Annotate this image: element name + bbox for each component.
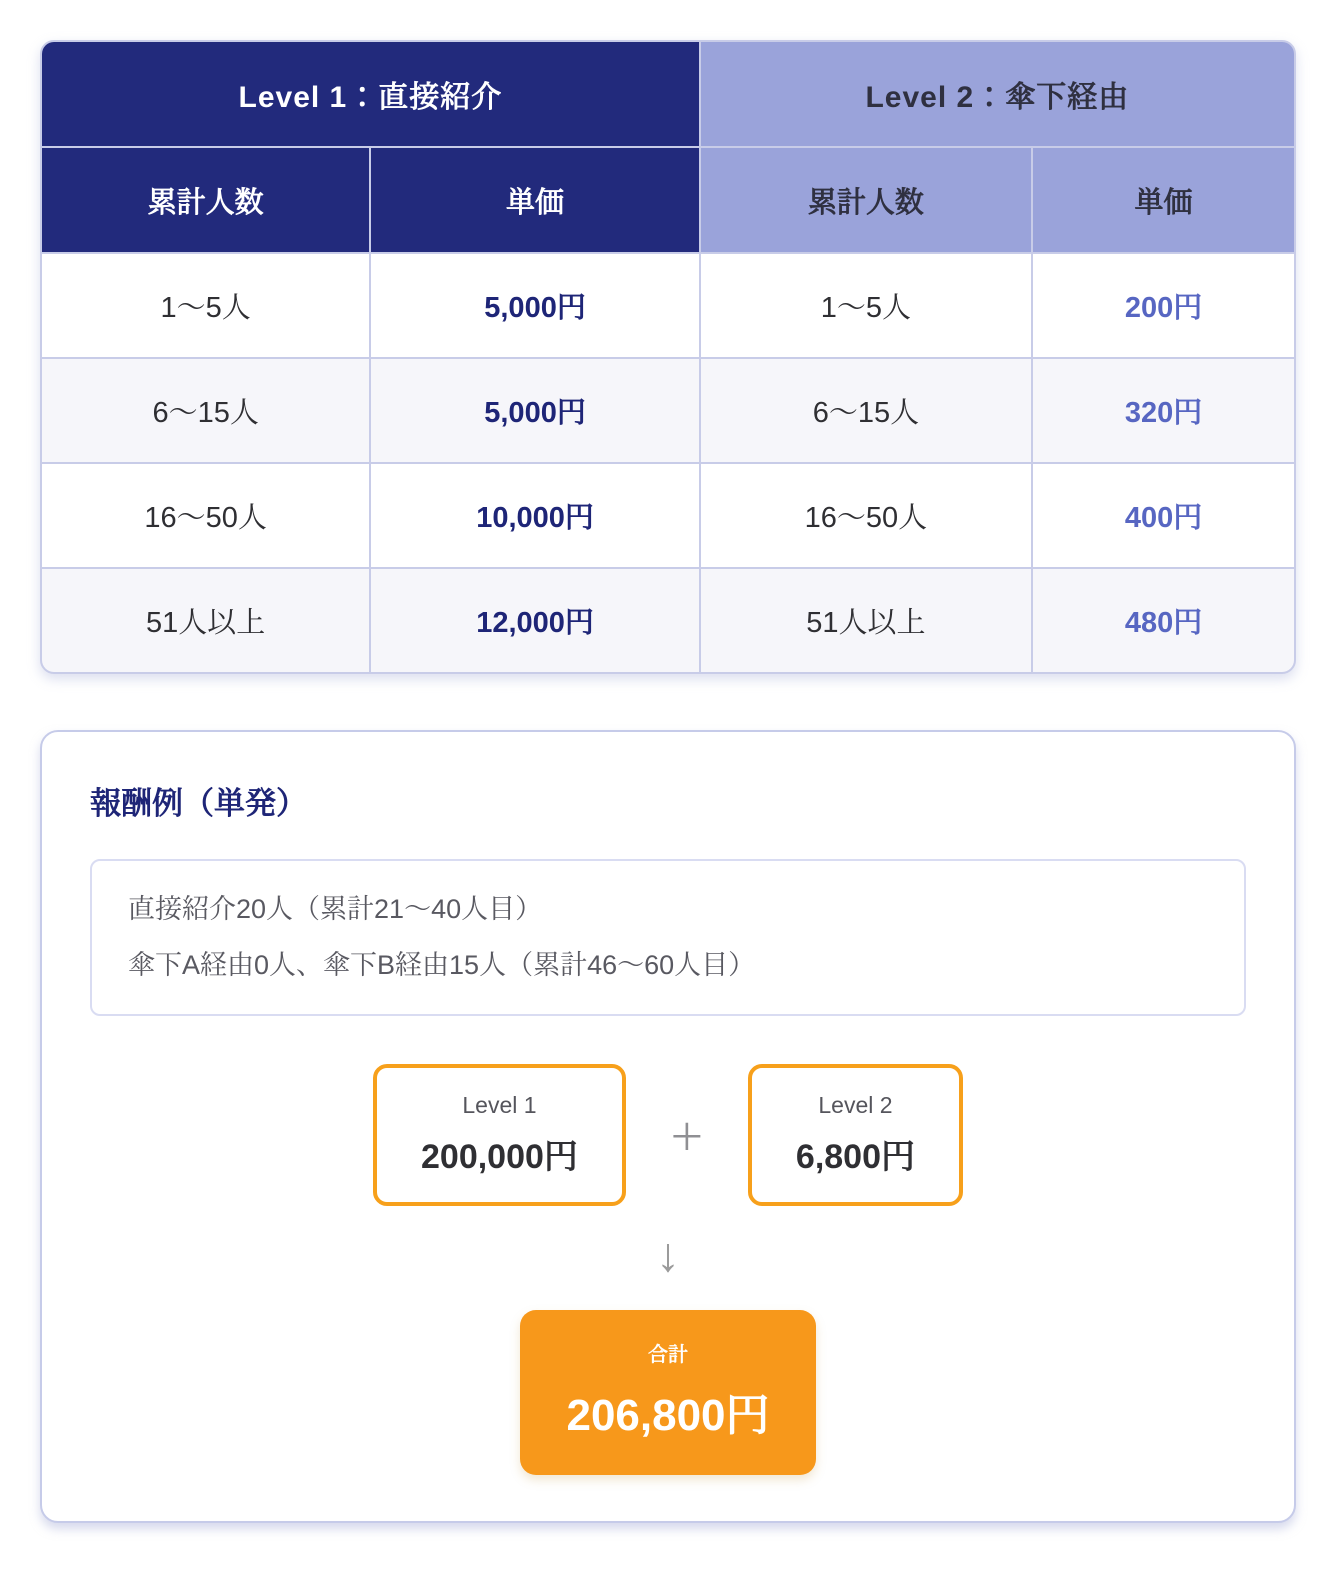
referral-pricing-table [40,40,1296,674]
table-cell-l2-range: 1〜5人 [701,254,1031,357]
calc-row [90,1064,1246,1206]
total-box [520,1310,816,1475]
plus-icon: ＋ [669,1119,704,1158]
table-cell-l2-range: 51人以上 [701,569,1031,672]
total-amount: 206,800円 [566,1390,770,1440]
table-cell-l2-price: 400円 [1033,464,1294,567]
table-cell-l1-range: 6〜15人 [42,359,369,462]
table-cell-l1-price: 10,000円 [371,464,698,567]
column-header-l1-count: 累計人数 [42,148,369,252]
table-cell-l1-range: 16〜50人 [42,464,369,567]
level2-label: Level 2 [818,1091,893,1118]
table-cell-l2-price: 480円 [1033,569,1294,672]
level1-amount: 200,000円 [421,1137,578,1176]
column-header-l1-price: 単価 [371,148,698,252]
scenario-line: 傘下A経由0人、傘下B経由15人（累計46〜60人目） [128,950,756,981]
level2-amount: 6,800円 [795,1137,915,1176]
column-header-l2-count: 累計人数 [701,148,1031,252]
level1-label: Level 1 [462,1091,537,1118]
table-cell-l2-range: 6〜15人 [701,359,1031,462]
card-title: 報酬例（単発） [90,786,307,821]
page [40,40,1296,1523]
scenario-line: 直接紹介20人（累計21〜40人目） [128,894,543,924]
column-header-l2-price: 単価 [1033,148,1294,252]
table-cell-l2-range: 16〜50人 [701,464,1031,567]
down-arrow-icon: ↓ [656,1228,680,1282]
table-cell-l1-price: 5,000円 [371,359,698,462]
reward-example-card [40,730,1296,1523]
level1-amount-box [373,1064,626,1206]
section-header-level1: Level 1：直接紹介 [42,42,699,146]
table-cell-l1-price: 12,000円 [371,569,698,672]
table-cell-l1-range: 1〜5人 [42,254,369,357]
table-cell-l1-price: 5,000円 [371,254,698,357]
level2-amount-box [748,1064,963,1206]
table-cell-l1-range: 51人以上 [42,569,369,672]
total-label: 合計 [648,1343,688,1366]
table-cell-l2-price: 200円 [1033,254,1294,357]
scenario-box [90,859,1246,1016]
section-header-level2: Level 2：傘下経由 [701,42,1294,146]
table-cell-l2-price: 320円 [1033,359,1294,462]
